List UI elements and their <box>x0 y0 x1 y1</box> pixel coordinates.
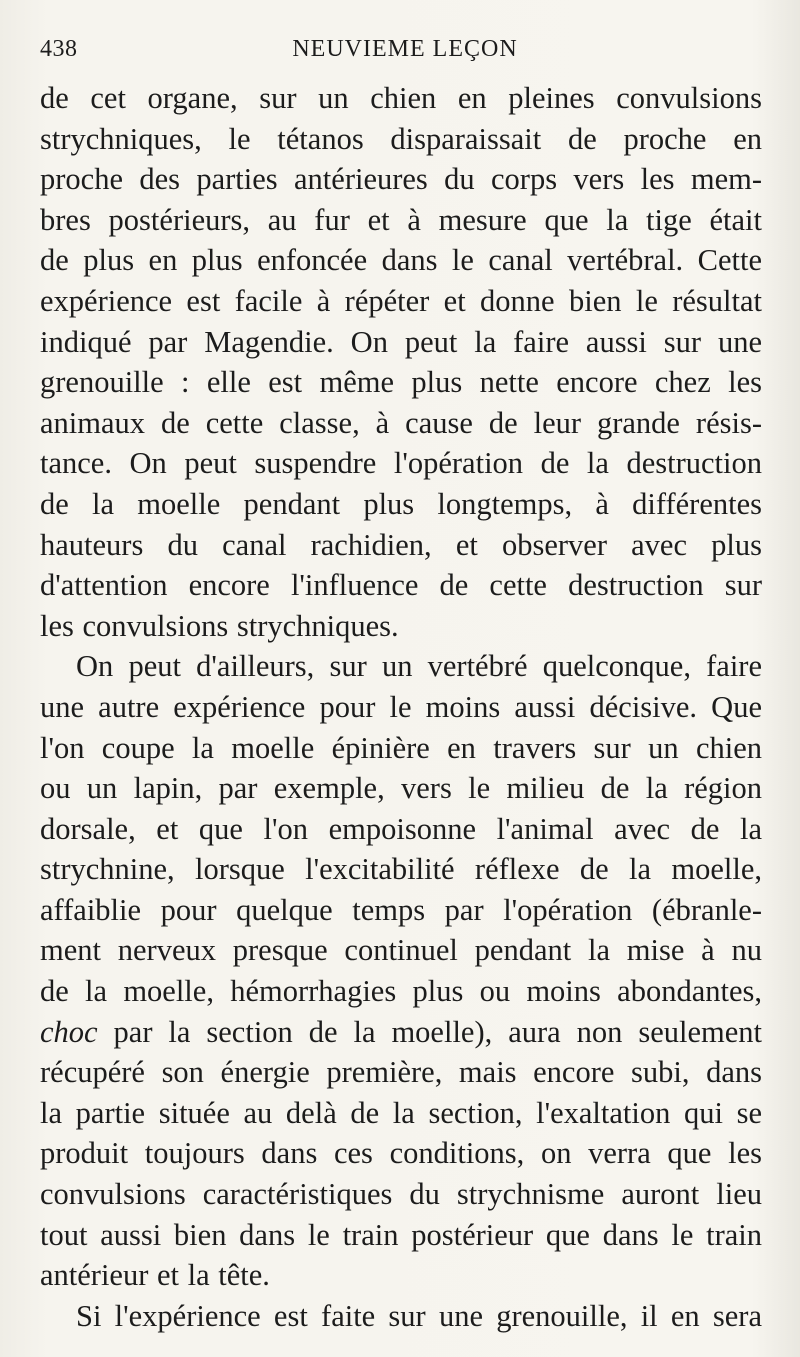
text-line: dorsale, et que l'on empoisonne l'animal avec de la <box>40 811 762 846</box>
text-line: Si l'expérience est faite sur une grenouille, il en sera <box>76 1298 762 1333</box>
page-number: 438 <box>40 36 78 62</box>
text-line: la partie située au delà de la section, l'exaltation qui se <box>40 1095 762 1130</box>
text-line: convulsions caractéristiques du strychnisme auront lieu <box>40 1177 762 1212</box>
text-line: l'on coupe la moelle épinière en travers sur un chien <box>40 730 762 765</box>
text-line: une autre expérience pour le moins aussi décisive. Que <box>40 689 762 724</box>
text-line: tout aussi bien dans le train postérieur que dans le train <box>40 1217 762 1252</box>
text-line-choc <box>40 1012 762 1053</box>
text-line: bres postérieurs, au fur et à mesure que la tige était <box>40 202 762 237</box>
text-line: strychniques, le tétanos disparaissait de proche en <box>40 121 762 156</box>
text-line: les convulsions strychniques. <box>40 608 399 643</box>
text-line-rest: par la section de la moelle), aura non seulement <box>97 1014 762 1049</box>
text-line: strychnine, lorsque l'excitabilité réflexe de la moelle, <box>40 852 762 887</box>
text-line: affaiblie pour quelque temps par l'opération (ébranle- <box>40 892 762 927</box>
text-line: de cet organe, sur un chien en pleines convulsions <box>40 81 762 115</box>
text-line: de la moelle, hémorrhagies plus ou moins abondantes, <box>40 974 762 1009</box>
text-line: de la moelle pendant plus longtemps, à différentes <box>40 486 762 521</box>
page-header <box>40 36 760 70</box>
text-line: récupéré son énergie première, mais encore subi, dans <box>40 1055 762 1090</box>
text-line: ment nerveux presque continuel pendant la mise à nu <box>40 933 762 968</box>
text-line: expérience est facile à répéter et donne bien le résultat <box>40 283 762 318</box>
text-line: proche des parties antérieures du corps vers les mem- <box>40 162 762 197</box>
text-line: grenouille : elle est même plus nette encore chez les <box>40 365 762 400</box>
body-text <box>40 78 762 1336</box>
text-line: On peut d'ailleurs, sur un vertébré quelconque, faire <box>76 649 762 684</box>
italic-word: choc <box>40 1014 98 1049</box>
text-line: d'attention encore l'influence de cette destruction sur <box>40 568 762 603</box>
text-line: produit toujours dans ces conditions, on verra que les <box>40 1136 762 1171</box>
running-title: NEUVIEME LEÇON <box>292 36 518 62</box>
text-line: indiqué par Magendie. On peut la faire aussi sur une <box>40 324 762 359</box>
text-line: tance. On peut suspendre l'opération de la destruction <box>40 446 762 481</box>
text-line: ou un lapin, par exemple, vers le milieu de la région <box>40 771 762 806</box>
text-line: hauteurs du canal rachidien, et observer avec plus <box>40 527 762 562</box>
text-line: animaux de cette classe, à cause de leur grande résis- <box>40 405 762 440</box>
text-line: antérieur et la tête. <box>40 1258 270 1293</box>
text-line: de plus en plus enfoncée dans le canal vertébral. Cette <box>40 243 762 278</box>
